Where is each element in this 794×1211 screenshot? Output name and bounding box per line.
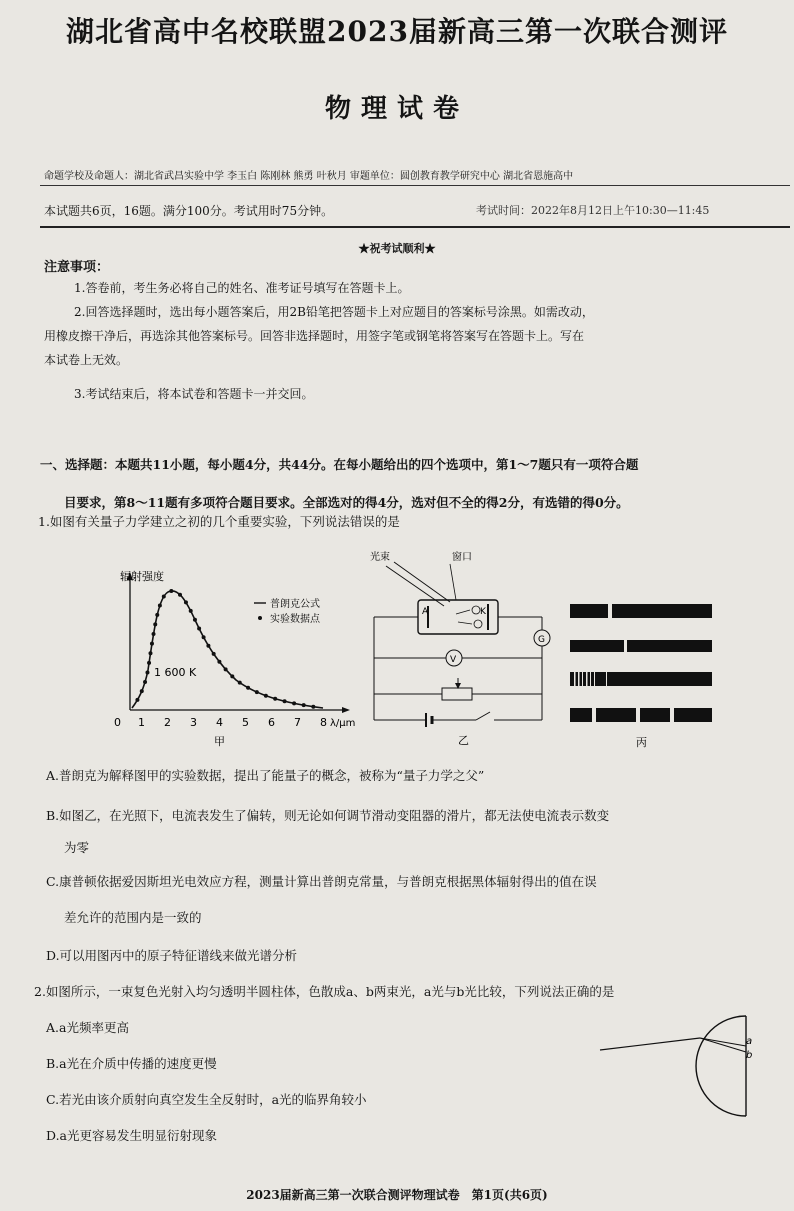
data-point — [311, 705, 315, 709]
galvanometer-label: G — [538, 635, 545, 645]
x-tick-5: 5 — [242, 716, 249, 729]
data-point — [158, 603, 162, 607]
q1-option-c: C.康普顿依据爱因斯坦光电效应方程，测量计算出普朗克常量，与普朗克根据黑体辐射得出的值在误 — [46, 874, 597, 889]
data-point — [202, 635, 206, 639]
light-beam-label: 光束 — [370, 552, 390, 563]
label-b: b — [746, 1050, 753, 1061]
incident-ray — [600, 1038, 700, 1050]
figure-q2-semicylinder — [596, 1010, 766, 1122]
data-point — [224, 667, 228, 671]
y-axis-label: 辐射强度 — [120, 570, 164, 583]
data-point — [283, 699, 287, 703]
exam-subtitle: 物理试卷 — [324, 94, 469, 124]
figure-jia-legend — [252, 596, 364, 626]
data-point — [169, 589, 173, 593]
data-point — [230, 674, 234, 678]
note-item-2-end: 本试卷上无效。 — [44, 353, 129, 367]
section-line-1: 一、选择题：本题共11小题，每小题4分，共44分。在每小题给出的四个选项中，第1～7题只有一项符合题 — [40, 457, 639, 472]
data-point — [273, 697, 277, 701]
note-item-3: 3.考试结束后，将本试卷和答题卡一并交回。 — [74, 387, 314, 401]
x-tick-6: 6 — [268, 716, 275, 729]
data-point — [184, 600, 188, 604]
spectrum-4-seg — [674, 708, 712, 722]
legend-dot-label: 实验数据点 — [270, 614, 320, 625]
spectrum-4-seg — [570, 708, 592, 722]
figure-bing-spectra — [566, 600, 716, 750]
x-unit: λ/μm — [330, 718, 356, 729]
legend-dot-mark — [258, 616, 262, 620]
spectrum-1-right — [612, 604, 712, 618]
exam-time: 考试时间：2022年8月12日上午10:30—11:45 — [476, 204, 710, 217]
light-ray-2 — [394, 562, 450, 602]
data-point — [246, 686, 250, 690]
q2-option-c: C.若光由该介质射向真空发生全反射时，a光的临界角较小 — [46, 1092, 367, 1107]
section-line-2: 目要求，第8～11题有多项符合题目要求。全部选对的得4分，选对但不全的得2分，有选错的得0分。 — [64, 495, 629, 510]
x-tick-4: 4 — [216, 716, 223, 729]
q2-option-d: D.a光更容易发生明显衍射现象 — [46, 1128, 218, 1143]
semicircle-arc — [696, 1016, 746, 1116]
anode-label: A — [422, 607, 429, 617]
spectrum-4-seg — [640, 708, 670, 722]
data-point — [148, 651, 152, 655]
q1-option-b: B.如图乙，在光照下，电流表发生了偏转，则无论如何调节滑动变阻器的滑片，都无法使电流表示数变 — [46, 808, 610, 823]
figure-jia-blackbody — [108, 560, 358, 750]
data-point — [292, 701, 296, 705]
data-point — [140, 689, 144, 693]
data-point — [162, 595, 166, 599]
q1-option-b-cont: 为零 — [64, 840, 90, 855]
data-point — [197, 627, 201, 631]
legend-line-label: 普朗克公式 — [270, 599, 320, 610]
note-item-1: 1.答卷前，考生务必将自己的姓名、准考证号填写在答题卡上。 — [74, 281, 410, 295]
notes-title: 注意事项： — [44, 260, 110, 275]
data-point — [217, 660, 221, 664]
data-point — [212, 652, 216, 656]
divider — [40, 185, 790, 186]
window-label: 窗口 — [452, 552, 472, 563]
q1-option-a: A.普朗克为解释图甲的实验数据，提出了能量子的概念，被称为“量子力学之父” — [46, 768, 485, 783]
q1-option-c-cont: 差允许的范围内是一致的 — [64, 910, 202, 925]
switch — [476, 712, 490, 720]
data-point — [193, 618, 197, 622]
note-item-2-cont: 用橡皮擦干净后，再选涂其他答案标号。回答非选择题时，用签字笔或钢笔将答案写在答题卡上。写在 — [44, 329, 585, 343]
data-point — [145, 671, 149, 675]
x-arrow — [342, 707, 350, 713]
figure-jia-caption: 甲 — [214, 735, 225, 748]
data-point — [238, 681, 242, 685]
phototube — [418, 600, 498, 634]
x-tick-1: 1 — [138, 716, 145, 729]
electron-path-1 — [456, 610, 470, 614]
exam-title: 湖北省高中名校联盟2023届新高三第一次联合测评 — [66, 15, 728, 48]
q1-stem: 1.如图有关量子力学建立之初的几个重要实验，下列说法错误的是 — [38, 514, 400, 529]
x-ticks — [114, 716, 355, 729]
voltmeter-label: V — [450, 655, 457, 665]
figure-bing-caption: 丙 — [636, 736, 647, 749]
temperature-label: 1 600 K — [154, 666, 197, 679]
window-pointer — [450, 564, 456, 600]
x-tick-7: 7 — [294, 716, 301, 729]
q2-stem: 2.如图所示，一束复色光射入均匀透明半圆柱体，色散成a、b两束光，a光与b光比较，下列说法正确的是 — [34, 984, 615, 999]
data-point — [189, 609, 193, 613]
q1-option-d: D.可以用图丙中的原子特征谱线来做光谱分析 — [46, 948, 298, 963]
electron-path-2 — [458, 622, 472, 624]
data-point — [155, 613, 159, 617]
cathode-label: K — [480, 607, 486, 617]
spectrum-2-gap — [624, 640, 627, 652]
data-point — [143, 680, 147, 684]
electron-1 — [472, 606, 480, 614]
data-point — [153, 622, 157, 626]
label-a: a — [746, 1036, 753, 1047]
x-tick-3: 3 — [190, 716, 197, 729]
data-point — [150, 642, 154, 646]
data-point — [264, 694, 268, 698]
x-tick-8: 8 — [320, 716, 327, 729]
divider-thick — [40, 226, 790, 228]
q2-option-b: B.a光在介质中传播的速度更慢 — [46, 1056, 217, 1071]
authors-line: 命题学校及命题人：湖北省武昌实验中学 李玉白 陈刚林 熊勇 叶秋月 审题单位：圆创教育教学研究中心 湖北省恩施高中 — [44, 171, 574, 182]
section-heading — [40, 446, 784, 522]
spectrum-3 — [570, 672, 712, 686]
data-point — [302, 703, 306, 707]
figure-yi-caption: 乙 — [458, 734, 469, 747]
spectrum-2 — [570, 640, 712, 652]
data-point — [152, 632, 156, 636]
data-point — [206, 644, 210, 648]
data-point — [147, 661, 151, 665]
data-point — [178, 593, 182, 597]
figure-yi-photoelectric-circuit — [366, 544, 556, 754]
x-tick-0: 0 — [114, 716, 121, 729]
good-luck-banner: ★祝考试顺利★ — [358, 242, 436, 255]
spectrum-4-seg — [596, 708, 636, 722]
exam-info: 本试题共6页，16题。满分100分。考试用时75分钟。 — [44, 204, 334, 218]
electron-2 — [474, 620, 482, 628]
data-point — [255, 690, 259, 694]
page-footer: 2023届新高三第一次联合测评物理试卷 第1页(共6页) — [246, 1188, 548, 1202]
spectrum-1-left — [570, 604, 608, 618]
note-item-2: 2.回答选择题时，选出每小题答案后，用2B铅笔把答题卡上对应题目的答案标号涂黑。如需改动， — [74, 305, 594, 319]
data-point — [135, 698, 139, 702]
rheostat — [442, 688, 472, 700]
q2-option-a: A.a光频率更高 — [46, 1020, 129, 1035]
x-tick-2: 2 — [164, 716, 171, 729]
